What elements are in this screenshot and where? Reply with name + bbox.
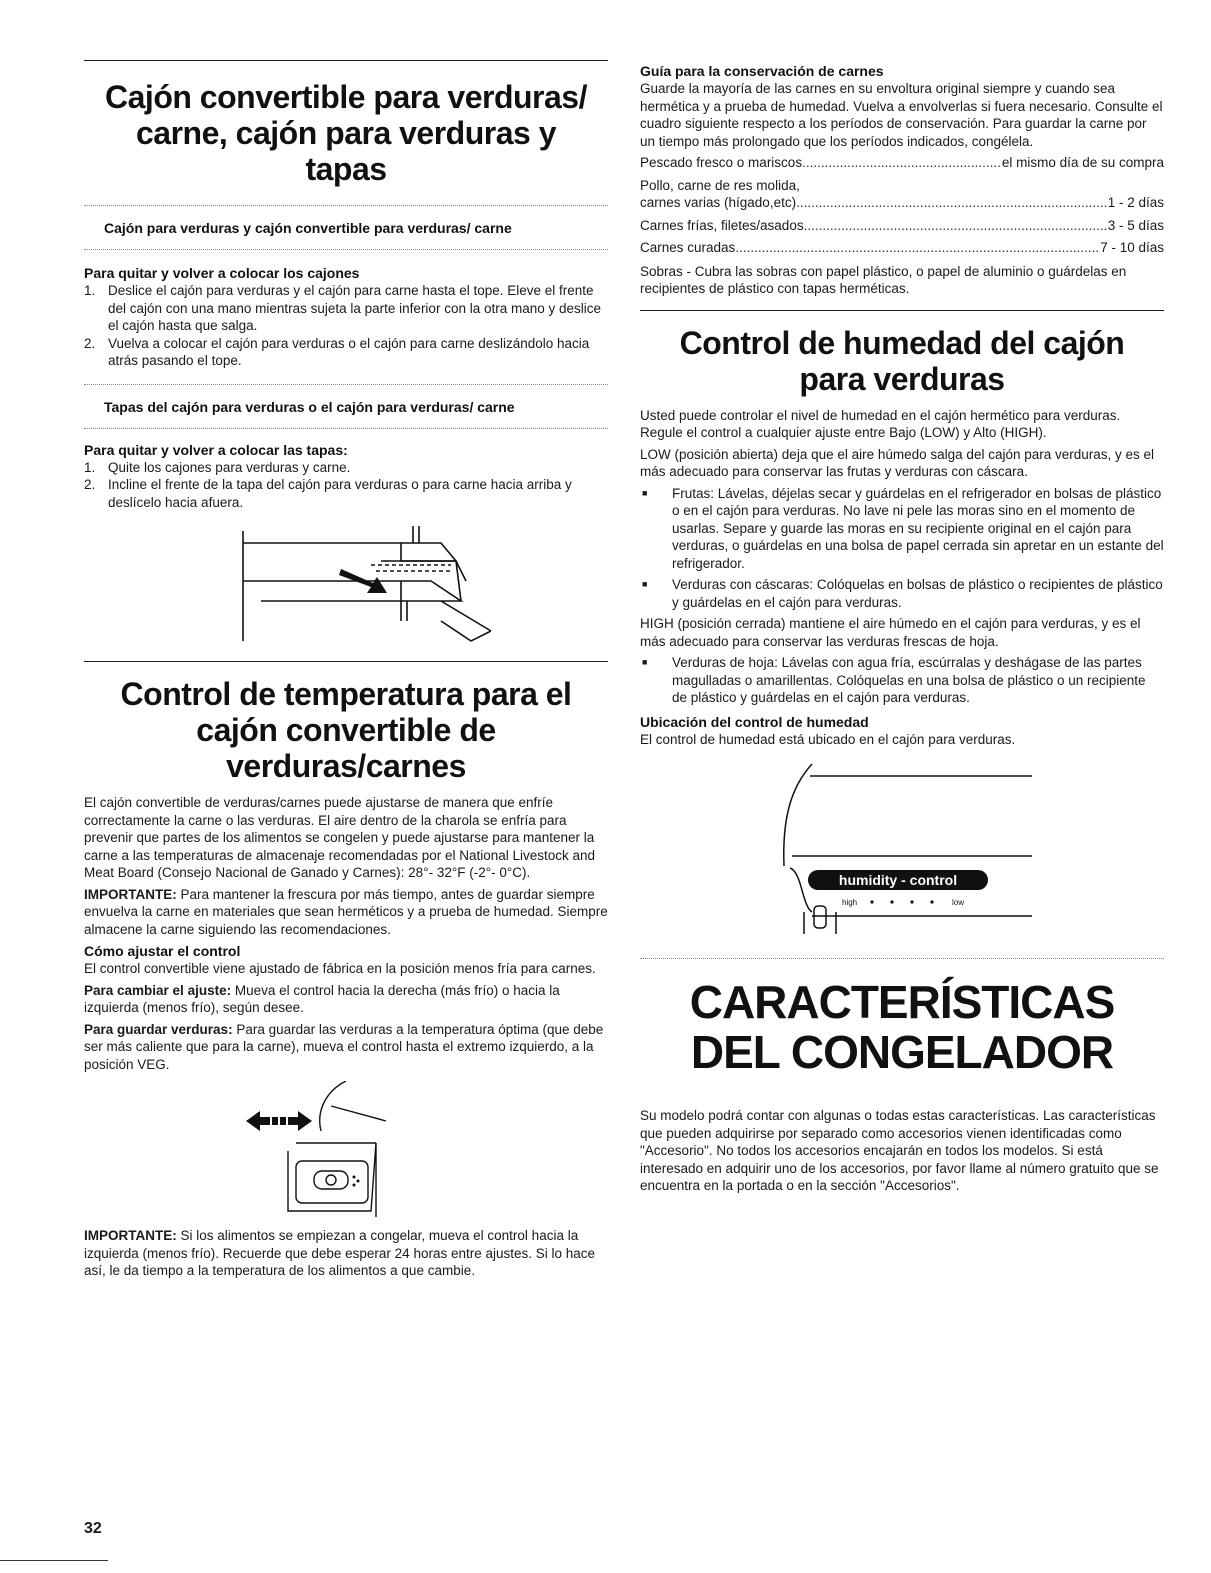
right-column [640, 62, 1164, 1195]
divider [84, 428, 608, 429]
humidity-control-illustration [752, 756, 1052, 946]
page-number: 32 [84, 1520, 102, 1537]
subsection-title-drawers: Cajón para verduras y cajón convertible para verduras/ carne [104, 220, 512, 236]
procedure-heading: Para quitar y volver a colocar las tapas: [84, 441, 348, 458]
square-bullet-icon: ■ [642, 657, 648, 667]
paragraph: IMPORTANTE: Para mantener la frescura por más tiempo, antes de guardar siempre envuelva la carne en materiales que sean herméticos y a prueba de humedad. Siempre almacene la carne siguiendo las recomendaciones. [84, 886, 608, 937]
temperature-control-illustration [236, 1081, 456, 1221]
humidity-control-label: humidity - control [838, 872, 958, 888]
high-label: high [842, 898, 858, 907]
list-item: 1. Deslice el cajón para verduras y el cajón para carne hasta el tope. Eleve el frente del cajón con una mano mientras sujeta la parte inferior con la otra mano y deslice el cajón hasta que salga. [84, 283, 602, 333]
table-row: Pollo, carne de res molida, [640, 177, 800, 193]
section-title-temperature: Control de temperatura para el cajón convertible de verduras/carnes [120, 676, 572, 784]
paragraph: Para cambiar el ajuste: Mueva el control hacia la derecha (más frío) o hacia la izquierda (menos frío), según desee. [84, 982, 560, 1015]
divider [84, 249, 608, 250]
divider [84, 205, 608, 206]
paragraph: Para guardar verduras: Para guardar las verduras a la temperatura óptima (que debe ser más caliente que para la carne), mueva el control hasta el extremo izquierdo, a la posición VEG. [84, 1021, 604, 1072]
subheading-meat-guide: Guía para la conservación de carnes [640, 63, 884, 79]
double-arrow-icon [246, 1111, 312, 1131]
list-item: 1. Quite los cajones para verduras y carne. [84, 459, 351, 475]
subsection-title-covers: Tapas del cajón para verduras o el cajón para verduras/ carne [104, 398, 515, 415]
section-rule [640, 310, 1164, 311]
paragraph: El control convertible viene ajustado de fábrica en la posición menos fría para carnes. [84, 961, 596, 976]
list-item: 2. Incline el frente de la tapa del cajón para verduras o para carne hacia arriba y deslícelo hacia afuera. [84, 477, 572, 510]
divider [84, 384, 608, 385]
section-title-drawers: Cajón convertible para verduras/ carne, cajón para verduras y tapas [105, 79, 587, 187]
section-rule [84, 60, 608, 61]
paragraph: Su modelo podrá contar con algunas o todas estas características. Las características que pueden adquirirse por separado como accesorios vienen identificadas como "Accesorio". No todos los accesorios encajarán en todos los modelos. Si está interesado en adquirir uno de los accesorios, por favor llame al número gratuito que se encuentra en la portada o en la sección "Accesorios". [640, 1108, 1159, 1193]
list-item: ■ Verduras de hoja: Lávelas con agua fría, escúrralas y deshágase de las partes magulladas o amarillentas. Colóquelas en una bolsa de plástico o un recipiente de plástico y guárdelas en el cajón para verduras. [642, 655, 1146, 705]
subheading-location: Ubicación del control de humedad [640, 713, 869, 730]
section-title-freezer: CARACTERÍSTICAS DEL CONGELADOR [689, 976, 1115, 1078]
paragraph: HIGH (posición cerrada) mantiene el aire húmedo en el cajón para verduras, y es el más adecuado para conservar las verduras frescas de hoja. [640, 616, 1141, 649]
paragraph: El control de humedad está ubicado en el cajón para verduras. [640, 731, 1016, 747]
square-bullet-icon: ■ [642, 487, 648, 498]
section-title-humidity: Control de humedad del cajón para verduras [679, 324, 1125, 397]
list-item: ■ Frutas: Lávelas, déjelas secar y guárdelas en el refrigerador en bolsas de plástico o en el cajón para verduras. No lave ni pele las moras sino en el momento de usarlas. Separe y guarde las moras en su recipiente original en el cajón para verduras, o guárdelas en una bolsa de papel cerrada sin apretar en un estante del refrigerador. [642, 485, 1164, 571]
footer-rule [0, 1560, 108, 1561]
table-row: Pescado fresco o mariscos ..... el mismo día de su compra [640, 154, 1164, 172]
divider [640, 958, 1164, 959]
storage-table [640, 154, 1164, 257]
left-column [84, 60, 608, 1280]
paragraph: Guarde la mayoría de las carnes en su envoltura original siempre y cuando sea hermética y a prueba de humedad. Vuelva a envolverlas si fuera necesario. Consulte el cuadro siguiente respecto a los períodos de conservación. Para guardar la carne por un tiempo más prolongado que los períodos indicados, congélela. [640, 81, 1163, 149]
list-item: ■ Verduras con cáscaras: Colóquelas en bolsas de plástico o recipientes de plástico y guárdelas en el cajón para verduras. [642, 577, 1163, 610]
square-bullet-icon: ■ [642, 579, 648, 589]
paragraph: El cajón convertible de verduras/carnes puede ajustarse de manera que enfríe correctamente la carne o las verduras. El aire dentro de la charola se enfría para prevenir que partes de los alimentos se congelen y puede ajustarse para mantener la carne a las temperaturas de almacenaje recomendadas por el National Livestock and Meat Board (Consejo Nacional de Ganado y Carnes): 28°- 32°F (-2°- 0°C). [84, 795, 596, 880]
section-rule [84, 661, 608, 662]
subheading-adjust: Cómo ajustar el control [84, 943, 241, 959]
low-label: low [952, 898, 965, 907]
table-row: carnes varias (hígado,etc) ..... 1 - 2 días [640, 194, 1164, 212]
crisper-cover-illustration [201, 521, 491, 649]
table-row: Carnes curadas ..... 7 - 10 días [640, 239, 1164, 257]
table-row: Carnes frías, filetes/asados ..... 3 - 5 días [640, 217, 1164, 235]
paragraph: Sobras - Cubra las sobras con papel plástico, o papel de aluminio o guárdelas en recipientes de plástico con tapas herméticas. [640, 263, 1127, 296]
list-item: 2. Vuelva a colocar el cajón para verduras o el cajón para carne deslizándolo hacia atrás pasando el tope. [84, 335, 590, 368]
paragraph: LOW (posición abierta) deja que el aire húmedo salga del cajón para verduras, y es el más adecuado para conservar las frutas y verduras con cáscara. [640, 446, 1155, 479]
paragraph: IMPORTANTE: Si los alimentos se empiezan a congelar, mueva el control hacia la izquierda (menos frío). Recuerde que debe esperar 24 horas entre ajustes. Si lo hace así, le da tiempo a la temperatura de los alimentos a que cambie. [84, 1228, 596, 1278]
procedure-heading: Para quitar y volver a colocar los cajones [84, 265, 360, 281]
paragraph: Usted puede controlar el nivel de humedad en el cajón hermético para verduras. Regule el control a cualquier ajuste entre Bajo (LOW) y Alto (HIGH). [640, 407, 1121, 440]
